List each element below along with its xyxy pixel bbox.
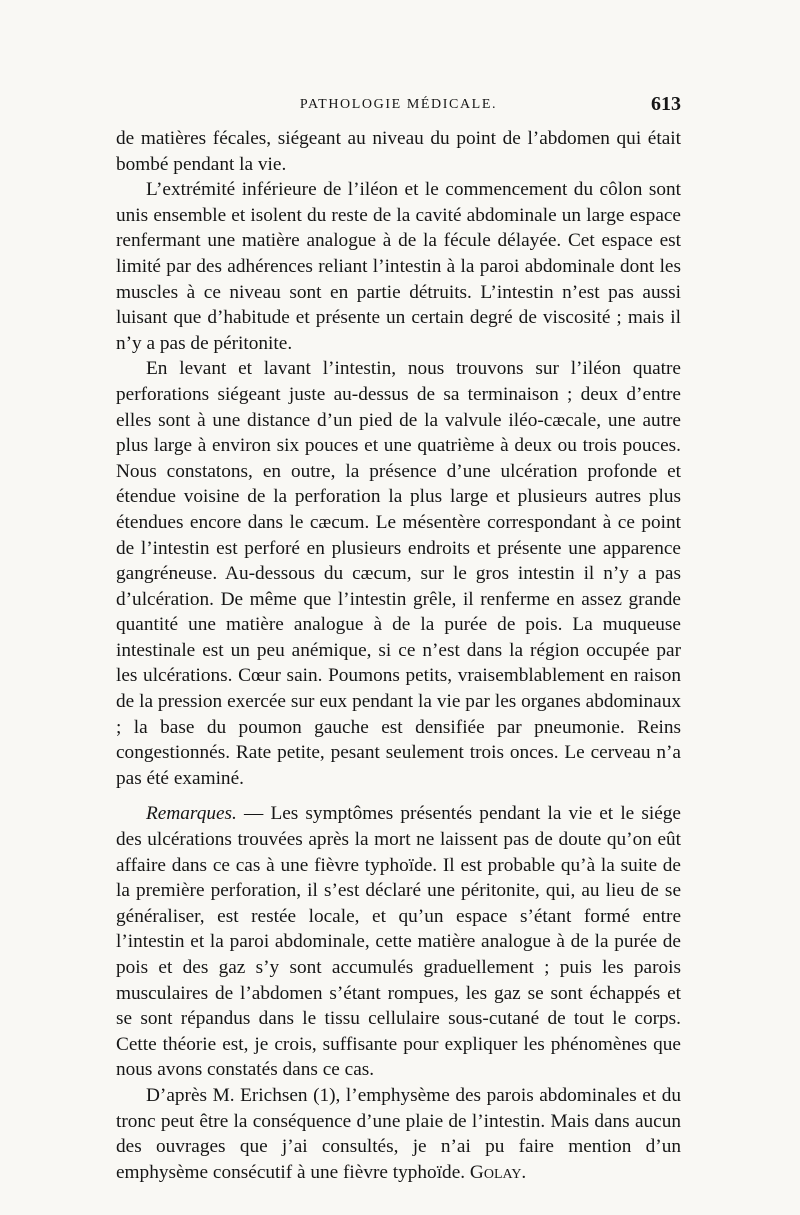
running-title: PATHOLOGIE MÉDICALE. — [299, 97, 498, 112]
erichsen-text: D’après M. Erichsen (1), l’emphysème des parois abdominales et du tronc peut être la conséquence d’une plaie de l’intestin. Mais dans aucun des ouvrages que j’ai consultés, je n’ai pu faire mention d’un emphysème consécutif à une fièvre typhoïde. — [116, 1084, 681, 1183]
page-body — [116, 126, 681, 1185]
paragraph-perforations: En levant et lavant l’intestin, nous trouvons sur l’iléon quatre perforations siégeant juste au-dessus de sa terminaison ; deux d’entre elles sont à une distance d’un pied de la valvule iléo-cæcale, une autre plus large à environ six pouces et une quatrième à deux ou trois pouces. Nous constatons, en outre, la présence d’une ulcération profonde et étendue voisine de la perforation la plus large et plusieurs autres plus étendues encore dans le cæcum. Le mésentère correspondant à ce point de l’intestin est perforé en plusieurs endroits et présente une apparence gangréneuse. Au-dessous du cæcum, sur le gros intestin il n’y a pas d’ulcération. De même que l’intestin grêle, il renferme en assez grande quantité une matière analogue à de la purée de pois. La muqueuse intestinale est un peu anémique, si ce n’est dans la région occupée par les ulcérations. Cœur sain. Poumons petits, vraisemblablement en raison de la pression exercée sur eux pendant la vie par les organes abdominaux ; la base du poumon gauche est densifiée par pneumonie. Reins congestionnés. Rate petite, pesant seulement trois onces. Le cerveau n’a pas été examiné. — [116, 358, 681, 789]
page-number: 613 — [651, 93, 681, 115]
author-signature: Golay. — [469, 1161, 527, 1183]
paragraph-continuation: de matières fécales, siégeant au niveau du point de l’abdomen qui était bombé pendant la vie. — [116, 128, 681, 175]
paragraph-ileon: L’extrémité inférieure de l’iléon et le commencement du côlon sont unis ensemble et isolent du reste de la cavité abdominale un large espace renfermant une matière analogue à de la fécule délayée. Cet espace est limité par des adhérences reliant l’intestin à la paroi abdominale dont les muscles à ce niveau sont en partie détruits. L’intestin n’est pas aussi luisant que d’habitude et présente un certain degré de viscosité ; mais il n’y a pas de péritonite. — [116, 179, 681, 354]
page-header — [116, 93, 681, 121]
remarks-label: Remarques. — [146, 803, 237, 825]
remarks-text: — Les symptômes présentés pendant la vie et le siége des ulcérations trouvées après la mort ne laissent pas de doute qu’on eût affaire dans ce cas à une fièvre typhoïde. Il est probable qu’à la suite de la première perforation, il s’est déclaré une péritonite, qui, au lieu de se généraliser, est restée locale, et qu’un espace s’étant formé entre l’intestin et la paroi abdominale, cette matière analogue à de la purée de pois et des gaz s’y sont accumulés graduellement ; puis les parois musculaires de l’abdomen s’étant rompues, les gaz se sont échappés et se sont répandus dans le tissu cellulaire sous-cutané de tout le corps. Cette théorie est, je crois, suffisante pour expliquer les phénomènes que nous avons constatés dans ce cas. — [116, 803, 681, 1081]
paragraph-remarks — [116, 801, 681, 1083]
paragraph-erichsen — [116, 1083, 681, 1185]
